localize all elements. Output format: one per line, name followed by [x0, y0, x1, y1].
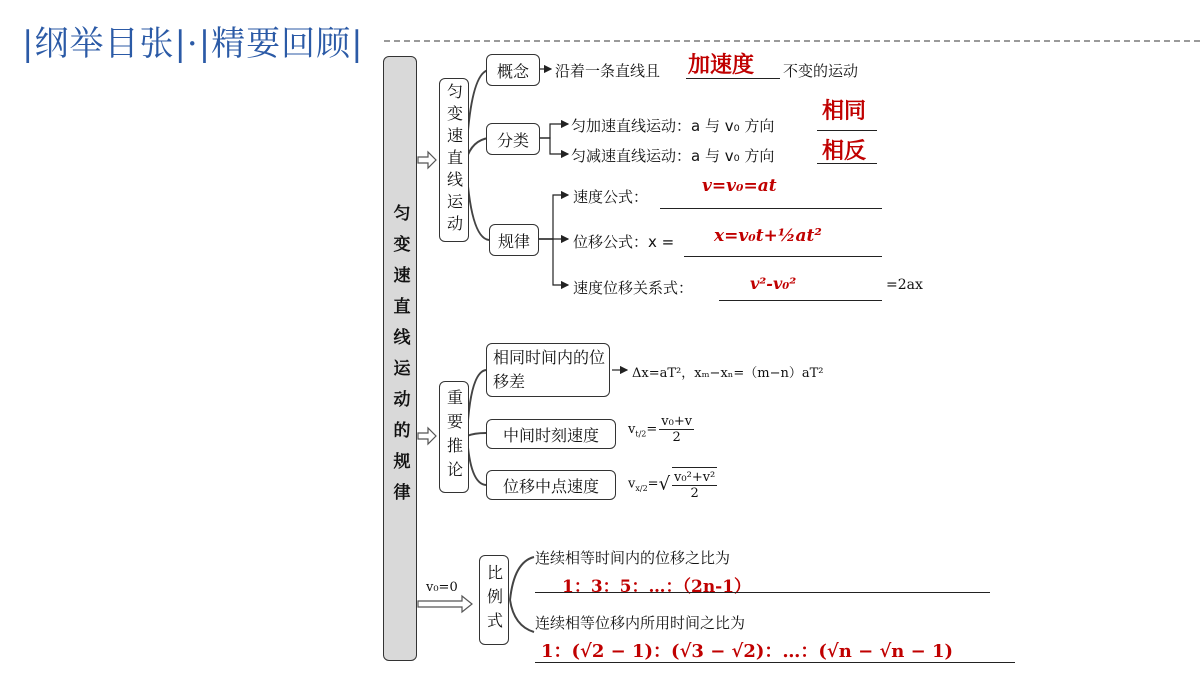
classify-answer-opposite: 相反: [822, 138, 867, 164]
root-node: 匀变速直线运动的规律: [383, 56, 417, 661]
classify-answer-same: 相同: [822, 98, 867, 124]
concept-answer: 加速度: [688, 52, 755, 78]
displacement-diff-node: 相同时间内的位移差: [486, 343, 610, 397]
ratio-disp-underline: [535, 662, 1015, 663]
laws-node: 规律: [489, 224, 539, 256]
mid-position-velocity-formula: $v_{x/2}=√$ $\frac{\text{v₀²+v²}}{2}$: [628, 467, 719, 501]
uniform-accel-motion-node: 匀变速直线运动: [439, 78, 469, 242]
mid-time-denominator: 2: [672, 430, 681, 445]
initial-velocity-condition: v₀=0: [426, 580, 458, 595]
velocity-formula-answer: v=v₀=at: [702, 176, 777, 196]
mid-pos-numerator: v₀²+v²: [674, 470, 716, 485]
mid-time-velocity-formula: $v_{t/2}=$ $\frac{\text{v₀+v}}{2}$: [628, 414, 693, 445]
concept-node: 概念: [486, 54, 540, 86]
mid-time-lhs: v: [628, 422, 636, 437]
displacement-underline: [684, 256, 882, 257]
velocity-formula-label: 速度公式：: [573, 188, 649, 206]
mid-time-numerator: v₀+v: [661, 414, 693, 429]
corollaries-node: 重要推论: [439, 381, 469, 493]
mid-position-velocity-node: 位移中点速度: [486, 470, 616, 500]
concept-underline: [686, 78, 780, 79]
concept-prefix: 沿着一条直线且: [555, 62, 661, 80]
vel-disp-suffix: =2ax: [886, 277, 923, 293]
ratio-disp-text: 连续相等位移内所用时间之比为: [535, 614, 746, 632]
vel-disp-underline: [719, 300, 882, 301]
mid-pos-lhs-sub: x/2: [635, 484, 648, 494]
ratio-disp-answer: 1：(√2 − 1)：(√3 − √2)：…：(√n − √n − 1): [541, 641, 954, 662]
classify-item-accel: 匀加速直线运动：a 与 v₀ 方向: [571, 117, 775, 135]
concept-suffix: 不变的运动: [783, 62, 859, 80]
ratio-time-answer: 1：3：5：…：（2n-1）: [562, 577, 752, 597]
mid-pos-denominator: 2: [690, 486, 699, 501]
classify-underline-1: [817, 130, 877, 131]
vel-disp-label: 速度位移关系式：: [573, 279, 694, 297]
vel-disp-answer: v²-v₀²: [750, 274, 797, 293]
velocity-underline: [660, 208, 882, 209]
classify-underline-2: [817, 163, 877, 164]
displacement-formula-label: 位移公式：x =: [573, 233, 675, 251]
ratio-time-text: 连续相等时间内的位移之比为: [535, 549, 731, 567]
classify-node: 分类: [486, 123, 540, 155]
mid-pos-lhs: v: [628, 476, 636, 492]
page-title: |纲举目张|·|精要回顾|: [22, 24, 364, 64]
displacement-diff-formula: Δx=aT²，xₘ−xₙ=（m−n）aT²: [632, 366, 824, 381]
classify-item-decel: 匀减速直线运动：a 与 v₀ 方向: [571, 147, 775, 165]
mid-time-lhs-sub: t/2: [635, 429, 647, 439]
mid-time-velocity-node: 中间时刻速度: [486, 419, 616, 449]
ratio-time-underline: [535, 592, 990, 593]
displacement-formula-answer: x=v₀t+½at²: [714, 226, 822, 246]
ratio-node: 比例式: [479, 555, 509, 645]
